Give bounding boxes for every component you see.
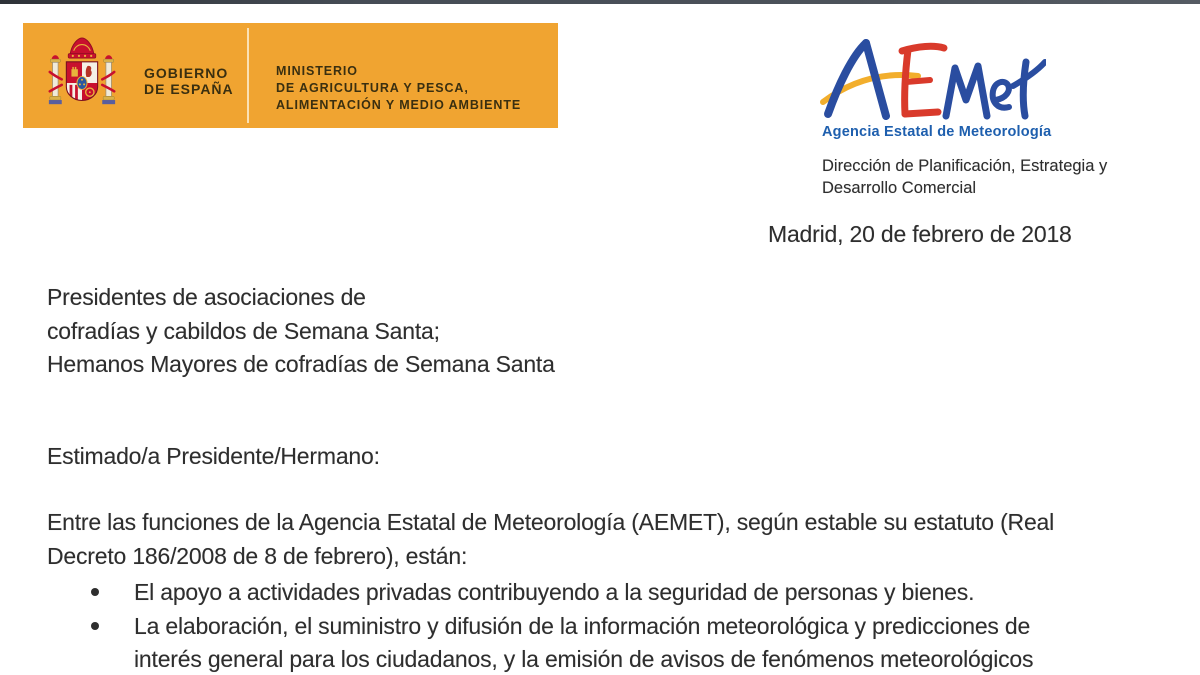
scan-edge-artifact [0, 0, 1200, 4]
bullet-dot-icon [91, 622, 99, 630]
bullet-line: interés general para los ciudadanos, y la emisión de avisos de fenómenos meteorológicos [134, 646, 1034, 672]
intro-line: Entre las funciones de la Agencia Estatal de Meteorología (AEMET), según estable su estatuto (Real [47, 509, 1055, 535]
government-line1: GOBIERNO [144, 65, 229, 81]
salutation: Estimado/a Presidente/Hermano: [47, 443, 380, 469]
ministry-line2: DE AGRICULTURA Y PESCA, [276, 81, 469, 95]
bullet-text [134, 576, 974, 610]
aemet-tagline: Agencia Estatal de Meteorología [822, 124, 1052, 140]
government-banner [23, 23, 558, 128]
intro-line: Decreto 186/2008 de 8 de febrero), están: [47, 542, 468, 569]
recipients-block [47, 281, 555, 382]
recipient-line: Hemanos Mayores de cofradías de Semana Santa [47, 351, 555, 377]
aemet-logo-icon [820, 36, 1046, 120]
bullet-dot-icon [91, 588, 99, 596]
aemet-department-line2: Desarrollo Comercial [822, 179, 977, 197]
bullet-line: La elaboración, el suministro y difusión de la información meteorológica y predicciones de [134, 612, 1031, 639]
ministry-line1: MINISTERIO [276, 64, 358, 78]
bullet-item [47, 610, 1033, 675]
dateline: Madrid, 20 de febrero de 2018 [768, 221, 1072, 247]
aemet-department-line1: Dirección de Planificación, Estrategia y [822, 157, 1108, 175]
ministry-label [276, 63, 521, 114]
bullet-line: El apoyo a actividades privadas contribuyendo a la seguridad de personas y bienes. [134, 579, 975, 605]
recipient-line: cofradías y cabildos de Semana Santa; [47, 317, 440, 344]
ministry-line3: ALIMENTACIÓN Y MEDIO AMBIENTE [276, 98, 522, 112]
bullet-text [134, 610, 1033, 675]
recipient-line: Presidentes de asociaciones de [47, 284, 366, 310]
aemet-department [822, 155, 1107, 199]
intro-paragraph [47, 506, 1054, 573]
functions-bullet-list [47, 576, 1033, 675]
government-of-spain-label [144, 65, 234, 97]
banner-divider [247, 28, 249, 123]
bullet-item [47, 576, 1033, 610]
spain-coat-of-arms-icon [36, 35, 128, 120]
government-line2: DE ESPAÑA [144, 81, 234, 97]
